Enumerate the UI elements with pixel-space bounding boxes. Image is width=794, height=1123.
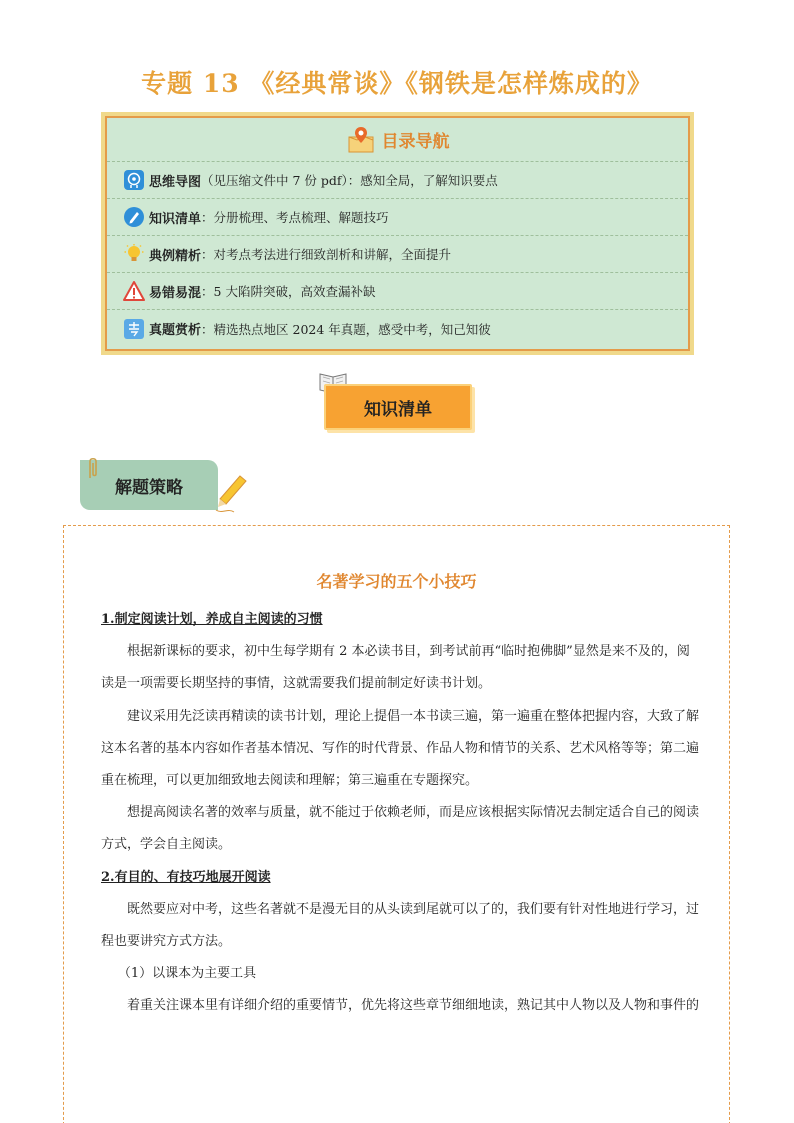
knowledge-list-label: 知识清单	[364, 399, 432, 420]
strategy-label: 解题策略	[115, 477, 183, 498]
subheading: （1）以课本为主要工具	[117, 966, 257, 982]
toc-desc: ：5 大陷阱突破，高效查漏补缺	[201, 284, 376, 299]
toc-desc: ：分册梳理、考点梳理、解题技巧	[201, 210, 389, 225]
section-title: 名著学习的五个小技巧	[316, 572, 477, 591]
paragraph-line: 着重关注课本里有详细介绍的重要情节，优先将这些章节细细地读，熟记其中人物以及人物和事件的	[127, 998, 700, 1014]
body-text	[101, 604, 718, 1023]
map-pin-icon	[346, 125, 376, 155]
paragraph-line: 想提高阅读名著的效率与质量，就不能过于依赖老师，而是应该根据实际情况去制定适合自己的阅读	[127, 805, 700, 821]
knowledge-list-banner	[318, 368, 472, 434]
toc-panel	[101, 112, 694, 355]
toc-item-real-exam[interactable]	[107, 310, 688, 347]
knowledge-list-plate	[324, 384, 472, 430]
content-box	[63, 525, 730, 1123]
paperclip-icon	[84, 456, 102, 480]
toc-desc: ：精选热点地区 2024 年真题，感受中考，知己知彼	[201, 321, 491, 337]
paragraph-line: 这本名著的基本内容如作者基本情况、写作的时代背景、作品人物和情节的关系、艺术风格等等；第二遍	[101, 740, 700, 756]
paragraph-line: 建议采用先泛读再精读的读书计划，理论上提倡一本书读三遍，第一遍重在整体把握内容，大致了解	[127, 708, 700, 724]
exam-icon	[123, 318, 145, 340]
brain-icon	[123, 169, 145, 191]
paragraph-line: 重在梳理，可以更加细致地去阅读和理解；第三遍重在专题探究。	[101, 773, 479, 789]
toc-label: 易错易混	[149, 285, 202, 301]
paragraph-line: 既然要应对中考，这些名著就不是漫无目的从头读到尾就可以了的，我们要有针对性地进行学习，过	[127, 901, 700, 917]
heading-1: 1.制定阅读计划，养成自主阅读的习惯	[101, 612, 323, 627]
toc-header	[107, 118, 688, 162]
toc-item-examples[interactable]	[107, 236, 688, 273]
page-title: 专题 13 《经典常谈》《钢铁是怎样炼成的》	[141, 69, 653, 98]
pen-icon	[123, 206, 145, 228]
toc-item-knowledge[interactable]	[107, 199, 688, 236]
toc-desc: ：对考点考法进行细致剖析和讲解，全面提升	[201, 247, 452, 262]
toc-label: 真题赏析	[149, 323, 202, 338]
toc-label: 典例精析	[149, 248, 202, 264]
toc-label: 思维导图	[149, 174, 202, 190]
strategy-tag	[76, 456, 246, 518]
bulb-icon	[123, 243, 145, 265]
pencil-icon	[214, 474, 248, 514]
toc-item-mindmap[interactable]	[107, 162, 688, 199]
toc-desc: （见压缩文件中 7 份 pdf）：感知全局，了解知识要点	[201, 173, 498, 188]
paragraph-line: 方式，学会自主阅读。	[101, 837, 232, 853]
toc-label: 知识清单	[149, 211, 202, 227]
paragraph-line: 读是一项需要长期坚持的事情，这就需要我们提前制定好读书计划。	[101, 676, 492, 692]
warning-icon	[123, 280, 145, 302]
paragraph-line: 程也要讲究方式方法。	[101, 934, 232, 950]
paragraph-line: 根据新课标的要求，初中生每学期有 2 本必读书目，到考试前再“临时抱佛脚”显然是来不及的，阅	[127, 644, 690, 660]
toc-item-mistakes[interactable]	[107, 273, 688, 310]
toc-inner	[105, 116, 690, 351]
toc-heading: 目录导航	[381, 132, 450, 152]
heading-2: 2.有目的、有技巧地展开阅读	[101, 869, 271, 885]
